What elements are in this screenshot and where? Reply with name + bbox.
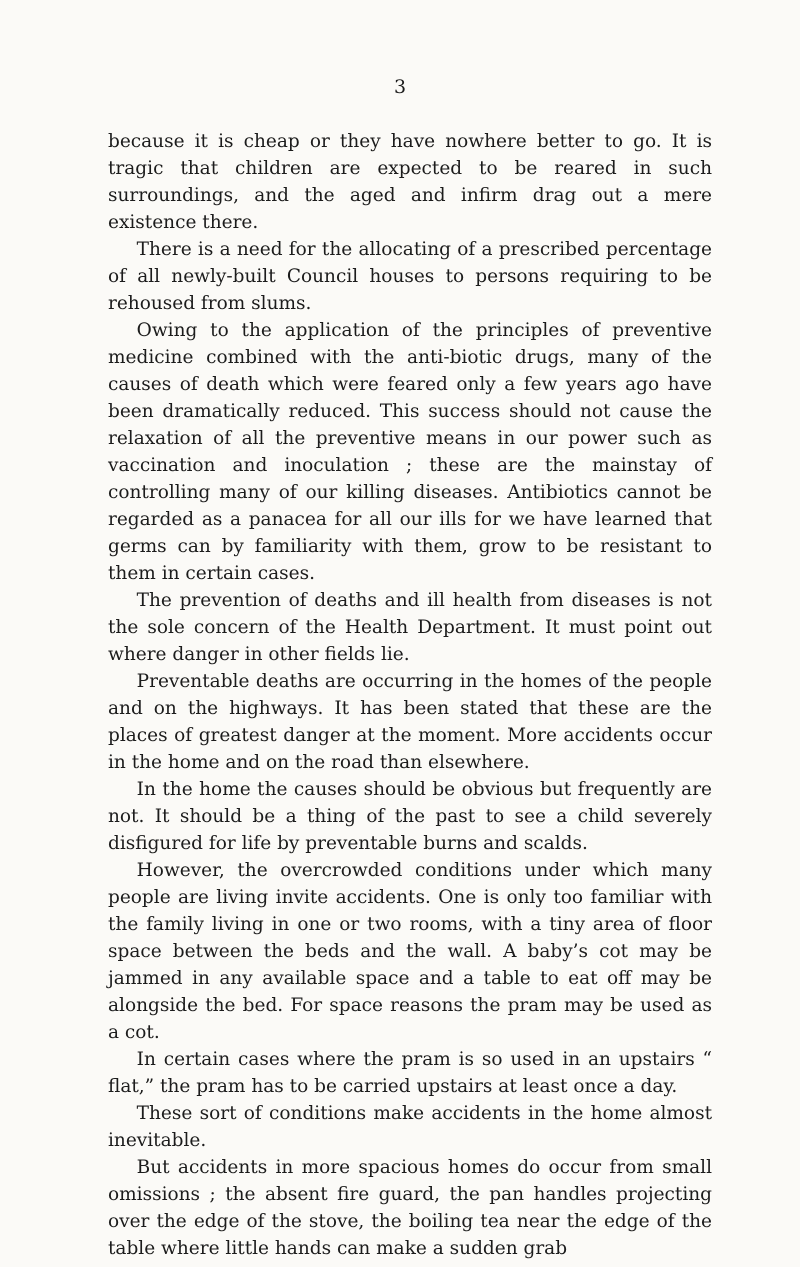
paragraph-home-causes: In the home the causes should be obvious but frequently are not. It should be a thing of the past to see a child severely disfigured for life by preventable burns and scalds.	[108, 779, 712, 854]
paragraph-conditions: These sort of conditions make accidents in the home almost inevitable.	[108, 1103, 712, 1151]
paragraph-small-omissions: But accidents in more spacious homes do occur from small omissions ; the absent fire guard, the pan handles projecting over the edge of the stove, the boiling tea near the edge of the table where little hands can make a sudden grab	[108, 1157, 712, 1259]
paragraph-council-houses: There is a need for the allocating of a prescribed percentage of all newly-built Council houses to persons requiring to be rehoused from slums.	[108, 239, 712, 314]
paragraph-preventive-medicine: Owing to the application of the principles of preventive medicine combined with the anti-biotic drugs, many of the causes of death which were feared only a few years ago have been dramatically reduced. This success should not cause the relaxation of all the preventive means in our power such as vaccination and inoculation ; these are the mainstay of controlling many of our killing diseases. Antibiotics cannot be regarded as a panacea for all our ills for we have learned that germs can by familiarity with them, grow to be resistant to them in certain cases.	[108, 320, 712, 584]
page-number: 3	[393, 76, 407, 98]
paragraph-overcrowding: However, the overcrowded conditions under which many people are living invite accidents. One is only too familiar with the family living in one or two rooms, with a tiny area of floor space between the beds and the wall. A baby’s cot may be jammed in any available space and a table to eat off may be alongside the bed. For space reasons the pram may be used as a cot.	[108, 860, 712, 1043]
paragraph-preventable-deaths: Preventable deaths are occurring in the homes of the people and on the highways. It has been stated that these are the places of greatest danger at the moment. More accidents occur in the home and on the road than elsewhere.	[108, 671, 712, 773]
paragraph-health-department: The prevention of deaths and ill health from diseases is not the sole concern of the Health Department. It must point out where danger in other fields lie.	[108, 590, 712, 665]
body-text	[108, 128, 712, 1262]
paragraph-upstairs-flat: In certain cases where the pram is so used in an upstairs “ flat,” the pram has to be carried upstairs at least once a day.	[108, 1049, 712, 1097]
paragraph-continuation: because it is cheap or they have nowhere better to go. It is tragic that children are expected to be reared in such surroundings, and the aged and infirm drag out a mere existence there.	[108, 131, 712, 233]
